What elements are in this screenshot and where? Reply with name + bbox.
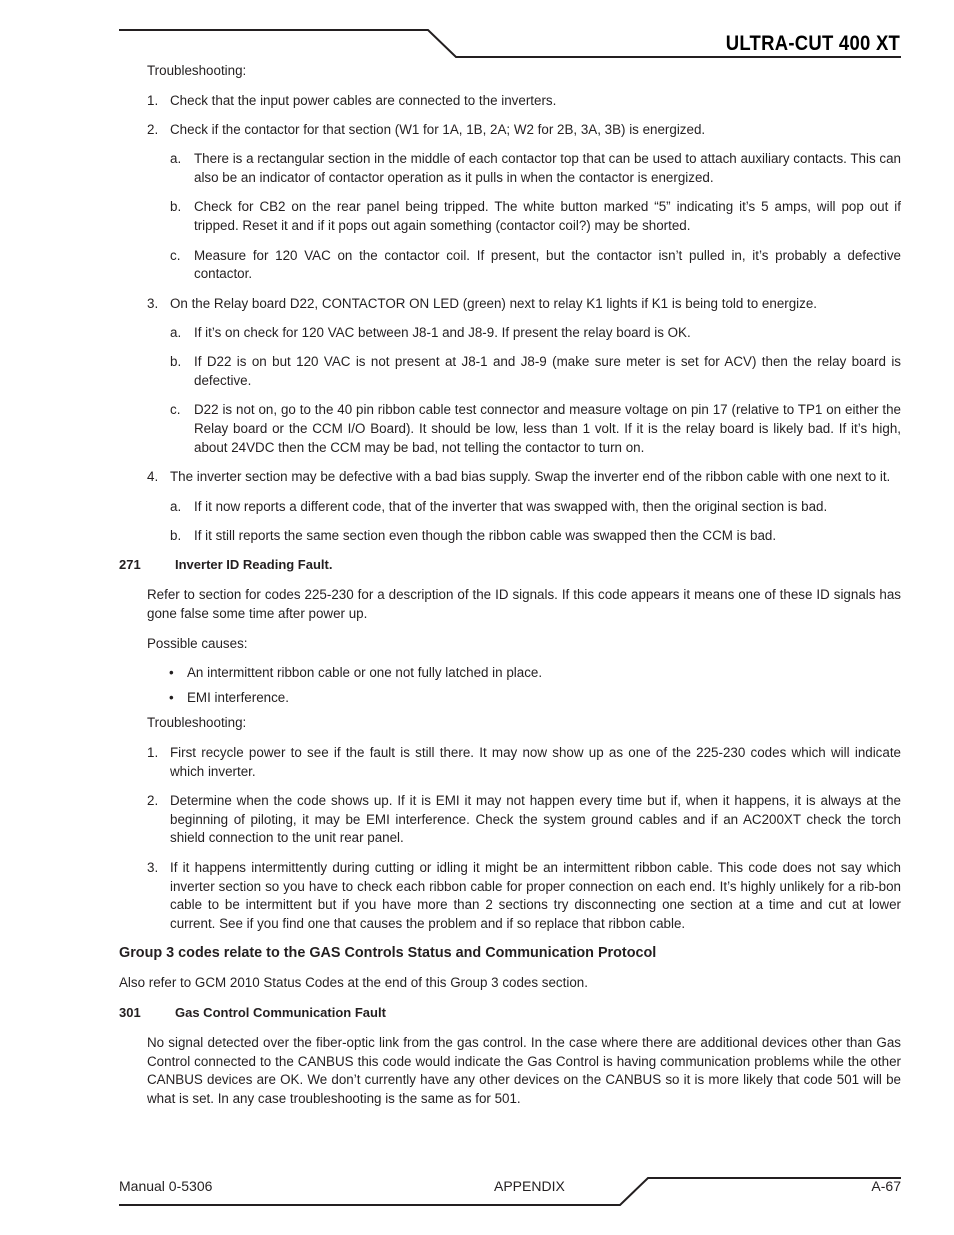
step-number: 2. [147,792,159,808]
substep-text: Check for CB2 on the rear panel being tripped. The white button marked “5” indicating it’s 5 amps, will pop out if tripped. Reset it and if it pops out again something (contactor coil?) may be shorted. [194,199,901,234]
fault-code-heading [119,1004,901,1023]
footer-page-number: A-67 [871,1178,901,1194]
step-number: 1. [147,744,159,760]
substep-text: There is a rectangular section in the middle of each contactor top that can be used to attach auxiliary contacts. This can also be an indicator of contactor operation as it pulls in when the contactor is energized. [194,151,901,186]
bullet-icon: • [169,690,174,706]
lettered-substep [119,527,901,546]
paragraph: Also refer to GCM 2010 Status Codes at the end of this Group 3 codes section. [119,975,588,991]
substep-letter: c. [170,402,181,418]
bullet-icon: • [169,665,174,681]
numbered-step [119,121,901,140]
substep-text: If it now reports a different code, that of the inverter that was swapped with, then the original section is bad. [194,498,828,514]
paragraph: Refer to section for codes 225-230 for a description of the ID signals. If this code appears it means one of these ID signals has gone false some time after power up. [147,586,901,621]
substep-letter: a. [170,498,182,514]
substep-text: If it’s on check for 120 VAC between J8-1 and J8-9. If present the relay board is OK. [194,324,691,340]
bullet-item [119,689,901,708]
numbered-step [119,744,901,782]
substep-text: Measure for 120 VAC on the contactor coil. If present, but the contactor isn’t pulled in, it’s probably a defective contactor. [194,247,901,282]
substep-text: D22 is not on, go to the 40 pin ribbon cable test connector and measure voltage on pin 17 (relative to TP1 on either the Relay board or the CCM I/O Board). It should be low, less than 1 volt. If it is the relay board is likely bad. If it’s high, about 24VDC then the CCM may be bad, not telling the contactor to turn on. [194,402,901,455]
paragraph: Troubleshooting: [147,714,247,730]
numbered-step [119,295,901,314]
lettered-substep [119,247,901,285]
numbered-step [119,859,901,934]
step-number: 3. [147,295,159,311]
fault-code-heading [119,556,901,575]
substep-text: If D22 is on but 120 VAC is not present at J8-1 and J8-9 (make sure meter is set for ACV) then the relay board is defective. [194,354,901,389]
step-number: 3. [147,859,159,875]
numbered-step [119,468,901,487]
paragraph: Troubleshooting: [147,63,247,78]
bullet-item [119,664,901,683]
product-title: ULTRA-CUT 400 XT [725,32,900,55]
step-text: Check that the input power cables are connected to the inverters. [170,92,557,108]
paragraph: No signal detected over the fiber-optic link from the gas control. In the case where there are additional devices other than Gas Control connected to the CANBUS this code would indicate the Gas Control is having communication problems while the other CANBUS devices are OK. We don’t currently have any other devices on the CANBUS so it is more likely that code 501 will be what is set. In any case troubleshooting is the same as for 501. [147,1034,901,1107]
footer-manual-number: Manual 0-5306 [119,1178,213,1194]
numbered-step [119,92,901,111]
page-content [119,62,901,1120]
lettered-substep [119,401,901,457]
paragraph: Possible causes: [147,635,248,651]
substep-letter: b. [170,354,182,370]
step-text: On the Relay board D22, CONTACTOR ON LED (green) next to relay K1 lights if K1 is being told to energize. [170,295,818,311]
fault-code-number: 271 [119,557,141,573]
step-text: Check if the contactor for that section (W1 for 1A, 1B, 2A; W2 for 2B, 3A, 3B) is energized. [170,122,706,138]
substep-letter: b. [170,199,182,215]
step-text: The inverter section may be defective with a bad bias supply. Swap the inverter end of the ribbon cable with one next to it. [170,469,891,485]
substep-letter: c. [170,247,181,263]
step-number: 2. [147,122,159,138]
lettered-substep [119,498,901,517]
fault-code-number: 301 [119,1004,141,1020]
footer-section: APPENDIX [494,1178,565,1194]
substep-letter: a. [170,151,182,167]
lettered-substep [119,198,901,236]
lettered-substep [119,150,901,188]
substep-letter: b. [170,527,182,543]
fault-code-title: Gas Control Communication Fault [175,1004,386,1020]
numbered-step [119,792,901,848]
step-text: Determine when the code shows up. If it is EMI it may not happen every time but if, when it happens, it is always at the beginning of piloting, it may be EMI interference. Check the system ground cables and if an AC200XT check the torch shield connection to the unit rear panel. [170,792,901,846]
fault-code-title: Inverter ID Reading Fault. [175,557,333,573]
group-heading: Group 3 codes relate to the GAS Controls Status and Communication Protocol [119,945,657,962]
step-text: First recycle power to see if the fault is still there. It may now show up as one of the 225-230 codes which will indicate which inverter. [170,744,901,779]
step-number: 1. [147,92,159,108]
substep-text: If it still reports the same section even though the ribbon cable was swapped then the CCM is bad. [194,527,777,543]
step-number: 4. [147,469,159,485]
substep-letter: a. [170,324,182,340]
lettered-substep [119,324,901,343]
bullet-text: An intermittent ribbon cable or one not fully latched in place. [187,665,543,681]
lettered-substep [119,353,901,391]
step-text: If it happens intermittently during cutting or idling it might be an intermittent ribbon cable. This code does not say which inverter section so you have to check each ribbon cable for proper connection on each end. It’s highly unlikely for a rib-bon cable to be intermittent but if you have more than 2 sections try disconnecting one section at a time and cut at lower current. See if you find one that causes the problem and if so replace that ribbon cable. [170,859,901,932]
bullet-text: EMI interference. [187,690,289,706]
